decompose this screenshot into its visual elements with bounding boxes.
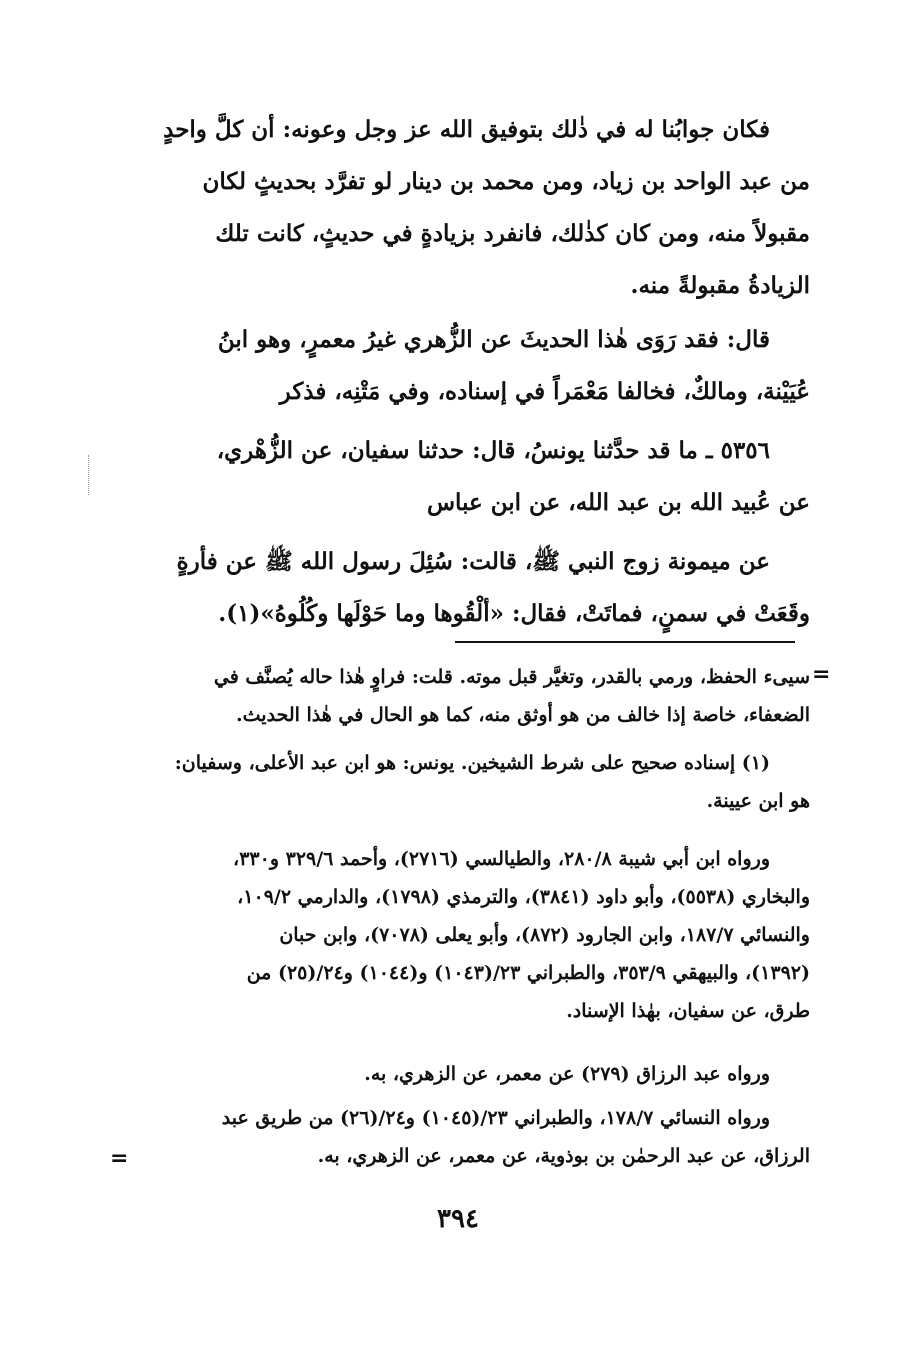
footnote-line: والنسائي ١٨٧/٧، وابن الجارود (٨٧٢)، وأبو يعلى (٧٠٧٨)، وابن حبان bbox=[279, 924, 810, 946]
continuation-end-marker: = bbox=[110, 1146, 129, 1171]
continuation-marker: = bbox=[812, 662, 831, 687]
footnote-continuation bbox=[95, 658, 810, 734]
footnote-line: سيىء الحفظ، ورمي بالقدر، وتغيَّر قبل موته. قلت: فراوٍ هٰذا حاله يُصنَّف في bbox=[213, 666, 810, 688]
text-line: عن عُبيد الله بن عبد الله، عن ابن عباس bbox=[426, 489, 810, 516]
footnote-line: (١٣٩٢)، والبيهقي ٣٥٣/٩، والطبراني ٢٣/(١٠٤٣) و(١٠٤٤) و٢٤/(٢٥) من bbox=[246, 962, 810, 984]
footnote-line: الضعفاء، خاصة إذا خالف من هو أوثق منه، كما هو الحال في هٰذا الحديث. bbox=[236, 704, 810, 726]
footnote-line: الرزاق، عن عبد الرحمٰن بن بوذوية، عن معمر، عن الزهري، به. bbox=[317, 1145, 810, 1167]
scan-artifact bbox=[88, 455, 91, 495]
text-line: عن ميمونة زوج النبي ﷺ، قالت: سُئِلَ رسول الله ﷺ عن فأرةٍ bbox=[176, 548, 770, 575]
footnote-line: والبخاري (٥٥٣٨)، وأبو داود (٣٨٤١)، والترمذي (١٧٩٨)، والدارمي ١٠٩/٢، bbox=[237, 886, 810, 908]
footnote-line: هو ابن عيينة. bbox=[706, 790, 810, 812]
text-line: من عبد الواحد بن زياد، ومن محمد بن دينار لو تفرَّد بحديثٍ لكان bbox=[202, 168, 810, 195]
footnote-line: ورواه ابن أبي شيبة ٢٨٠/٨، والطيالسي (٢٧١٦)، وأحمد ٣٢٩/٦ و٣٣٠، bbox=[233, 848, 770, 870]
text-line: فكان جوابُنا له في ذٰلك بتوفيق الله عز وجل وعونه: أن كلَّ واحدٍ bbox=[163, 116, 770, 143]
footnote-1 bbox=[95, 744, 810, 820]
footnote-1-abdrazzaq bbox=[95, 1055, 810, 1093]
paragraph-reply bbox=[95, 104, 810, 312]
footnote-line: طرق، عن سفيان، بهٰذا الإسناد. bbox=[566, 1000, 810, 1022]
footnote-line: ورواه النسائي ١٧٨/٧، والطبراني ٢٣/(١٠٤٥) و٢٤/(٢٦) من طريق عبد bbox=[221, 1107, 770, 1129]
footnote-1-sources bbox=[95, 840, 810, 1030]
footnote-line: (١) إسناده صحيح على شرط الشيخين. يونس: هو ابن عبد الأعلى، وسفيان: bbox=[174, 752, 770, 774]
text-line: مقبولاً منه، ومن كان كذٰلك، فانفرد بزيادةٍ في حديثٍ، كانت تلك bbox=[215, 220, 810, 247]
text-line: عُيَيْنة، ومالكٌ، فخالفا مَعْمَراً في إسناده، وفي مَتْنِه، فذكر bbox=[279, 378, 810, 405]
footnote-separator bbox=[455, 641, 795, 643]
footnote-1-nasai bbox=[95, 1099, 810, 1175]
hadith-matn bbox=[95, 536, 810, 640]
hadith-isnad bbox=[95, 425, 810, 529]
page-number: ٣٩٤ bbox=[437, 1204, 479, 1234]
text-line: وقَعَتْ في سمنٍ، فماتَتْ، فقال: «ألْقُوها وما حَوْلَها وكُلُوهُ»(١). bbox=[218, 600, 810, 627]
text-line: الزيادةُ مقبولةً منه. bbox=[630, 272, 810, 299]
text-line: ٥٣٥٦ ـ ما قد حدَّثنا يونسُ، قال: حدثنا سفيان، عن الزُّهْري، bbox=[216, 437, 770, 464]
footnote-line: ورواه عبد الرزاق (٢٧٩) عن معمر، عن الزهري، به. bbox=[364, 1063, 770, 1085]
paragraph-qala bbox=[95, 314, 810, 418]
text-line: قال: فقد رَوَى هٰذا الحديثَ عن الزُّهري غيرُ معمرٍ، وهو ابنُ bbox=[217, 326, 770, 353]
